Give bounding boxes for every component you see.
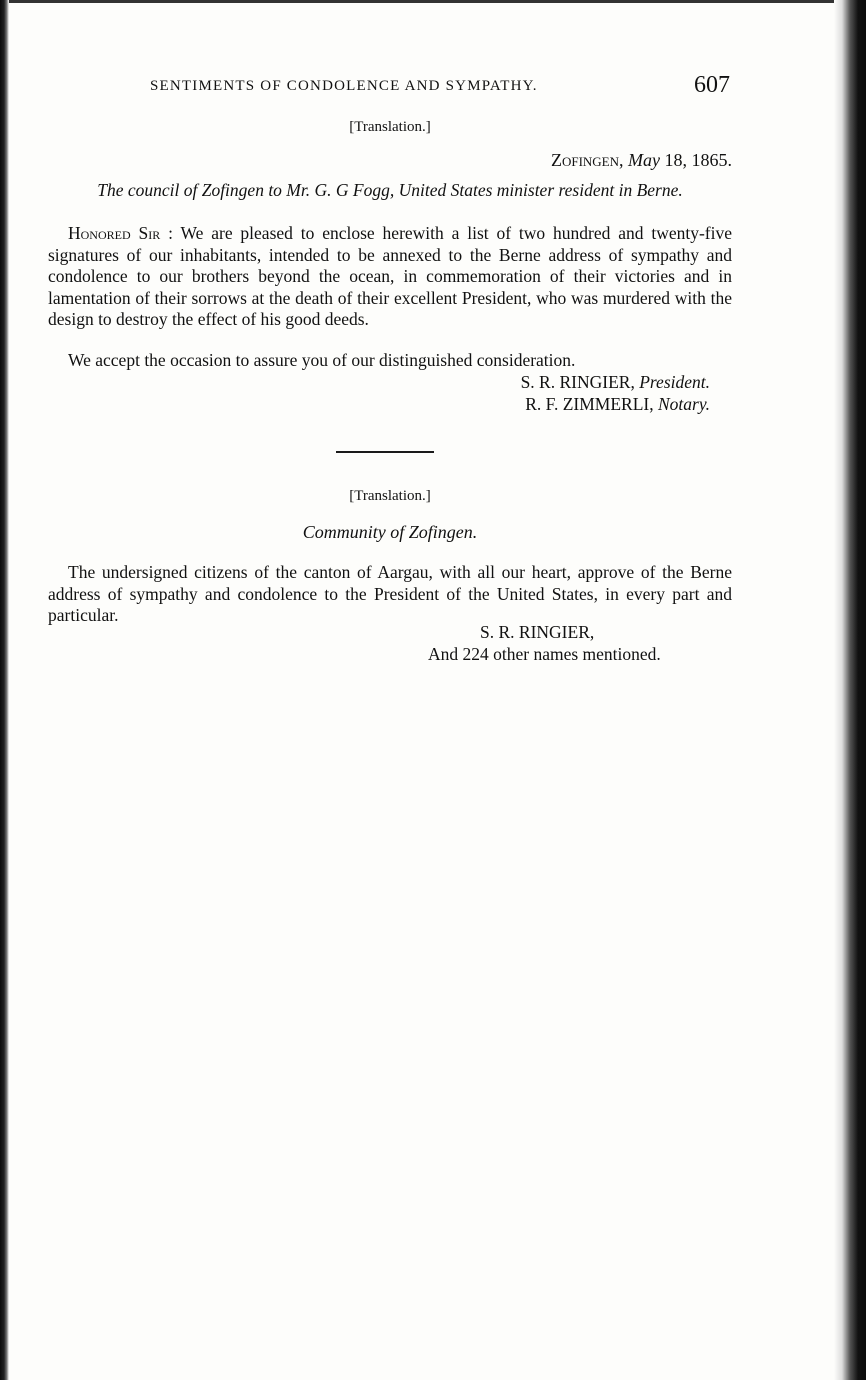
page-top-edge (0, 0, 866, 3)
dateline-rest: 18, 1865. (664, 150, 732, 170)
address-signature-name: S. R. RINGIER, (480, 622, 595, 642)
dateline-place: Zofingen, (550, 150, 624, 170)
signature-1-name: S. R. RINGIER, (520, 372, 635, 392)
signature-2-title: Notary. (657, 394, 710, 414)
letter-heading: The council of Zofingen to Mr. G. G Fogg, United States minister resident in Berne. (97, 180, 683, 200)
running-title: SENTIMENTS OF CONDOLENCE AND SYMPATHY. (150, 78, 538, 94)
address-body: The undersigned citizens of the canton of Aargau, with all our heart, approve of the Berne address of sympathy and condolence to the President of the United States, in every part and particular. (48, 562, 732, 625)
signature-2 (525, 394, 710, 415)
address-subtitle: Community of Zofingen. (302, 522, 478, 542)
dateline-month: May (628, 150, 660, 170)
address-translation-label: [Translation.] (349, 488, 431, 504)
letter-body (48, 223, 732, 331)
signature-1 (521, 372, 710, 393)
letter-dateline (551, 150, 732, 171)
signature-1-title: President. (639, 372, 710, 392)
signature-2-name: R. F. ZIMMERLI, (525, 394, 654, 414)
letter-body-text: We are pleased to enclose herewith a list of two hundred and twenty-five signatures of our inhabitants, intended to be annexed to the Berne address of sympathy and condolence to our brothers beyond the ocean, in commemoration of their victories and in lamentation of their sorrows at the death of their excellent President, who was murdered with the design to destroy the effect of his good deeds. (48, 223, 732, 329)
letter-closing: We accept the occasion to assure you of our distinguished consideration. (68, 350, 576, 370)
page-number: 607 (694, 72, 730, 98)
page-right-edge-shadow (834, 0, 866, 1380)
running-head (150, 72, 730, 100)
address-signature-note: And 224 other names mentioned. (428, 644, 661, 664)
page-left-binding-shadow (0, 0, 9, 1380)
letter-salutation: Honored Sir : (68, 223, 173, 243)
letter-translation-label: [Translation.] (349, 119, 431, 135)
section-divider (336, 451, 434, 453)
